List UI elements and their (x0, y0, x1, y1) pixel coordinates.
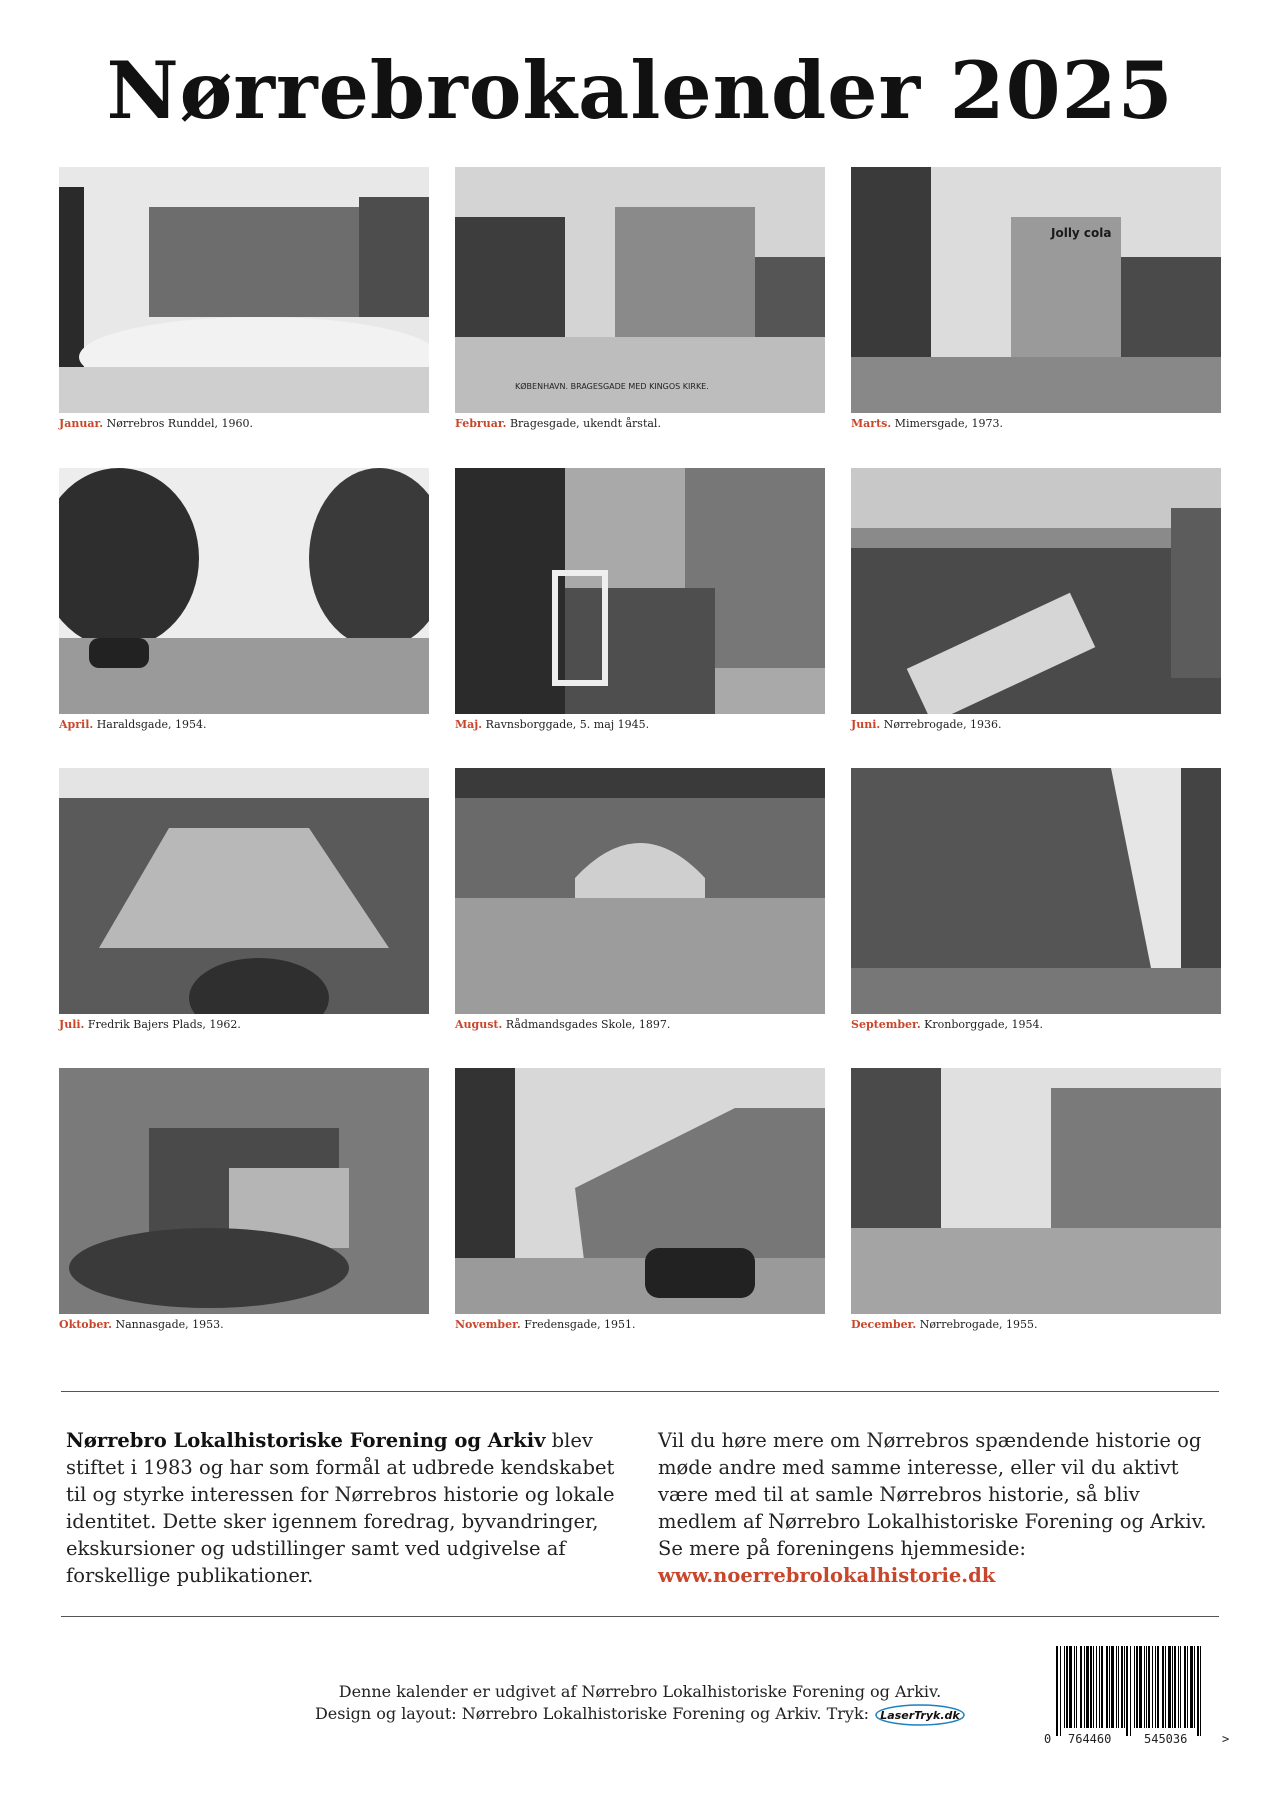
barcode-bar (1139, 1646, 1142, 1728)
printer-logo (875, 1704, 965, 1726)
page-title: Nørrebrokalender 2025 (106, 44, 1174, 137)
photo-february (455, 167, 825, 413)
caption-september (851, 1018, 1221, 1031)
barcode-bar (1121, 1646, 1123, 1728)
barcode-bar (1197, 1646, 1199, 1736)
barcode-bar (1074, 1646, 1075, 1728)
photo-november-image (455, 1068, 825, 1314)
photo-december (851, 1068, 1221, 1314)
caption-text: Rådmandsgades Skole, 1897. (505, 1018, 671, 1031)
month-cell-april (59, 468, 429, 731)
caption-text: Fredrik Bajers Plads, 1962. (87, 1018, 241, 1031)
caption-month: Juni. (851, 718, 881, 731)
caption-march (851, 417, 1221, 430)
barcode-bar (1157, 1646, 1159, 1728)
photo-august (455, 768, 825, 1014)
barcode-bar (1086, 1646, 1089, 1728)
month-cell-august (455, 768, 825, 1031)
barcode-bars (1056, 1646, 1218, 1728)
caption-month: Marts. (851, 417, 892, 430)
footer-line-1: Denne kalender er udgivet af Nørrebro Lokalhistoriske Forening og Arkiv. (338, 1682, 942, 1701)
barcode-bar (1090, 1646, 1092, 1728)
barcode-bar (1190, 1646, 1193, 1728)
barcode-bar (1106, 1646, 1108, 1728)
caption-text: Nørrebros Runddel, 1960. (106, 417, 253, 430)
website-link[interactable]: www.noerrebrolokalhistorie.dk (658, 1564, 996, 1587)
barcode-digit-first: 0 (1044, 1732, 1052, 1746)
photo-september-image (851, 768, 1221, 1014)
barcode-bar (1066, 1646, 1068, 1728)
barcode-bar (1111, 1646, 1114, 1728)
barcode-bar (1148, 1646, 1150, 1728)
photo-grid (59, 167, 1222, 1337)
caption-august (455, 1018, 825, 1031)
month-cell-march (851, 167, 1221, 430)
barcode-bar (1187, 1646, 1188, 1728)
photo-november (455, 1068, 825, 1314)
photo-february-image (455, 167, 825, 413)
caption-october (59, 1318, 429, 1331)
caption-text: Mimersgade, 1973. (894, 417, 1003, 430)
barcode-bar (1184, 1646, 1186, 1728)
barcode-bar (1126, 1646, 1128, 1736)
info-right-text: Vil du høre mere om Nørrebros spændende historie og møde andre med samme interesse, eller vil du aktivt være med til at samle Nørrebros historie, så bliv medlem af Nørrebro Lokalhistoriske Forening og Arkiv. Se mere på foreningens hjemmeside: (658, 1429, 1207, 1560)
org-name: Nørrebro Lokalhistoriske Forening og Arkiv (66, 1429, 546, 1452)
month-cell-february (455, 167, 825, 430)
barcode-bar (1064, 1646, 1065, 1728)
photo-may (455, 468, 825, 714)
barcode-bar (1136, 1646, 1138, 1728)
barcode-bar (1076, 1646, 1077, 1728)
month-cell-june (851, 468, 1221, 731)
barcode-bar (1084, 1646, 1085, 1728)
barcode-bar (1165, 1646, 1166, 1728)
caption-text: Kronborggade, 1954. (924, 1018, 1043, 1031)
caption-april (59, 718, 429, 731)
photo-march-image (851, 167, 1221, 413)
caption-december (851, 1318, 1221, 1331)
month-cell-november (455, 1068, 825, 1331)
caption-text: Bragesgade, ukendt årstal. (509, 417, 661, 430)
month-cell-july (59, 768, 429, 1031)
info-right (658, 1427, 1218, 1589)
barcode-bar (1180, 1646, 1181, 1728)
barcode-bar (1056, 1646, 1058, 1736)
footer-line-2-text: Design og layout: Nørrebro Lokalhistoriske Forening og Arkiv. Tryk: (314, 1704, 870, 1723)
barcode-bar (1134, 1646, 1135, 1728)
barcode-bar (1130, 1646, 1131, 1736)
caption-january (59, 417, 429, 430)
caption-june (851, 718, 1221, 731)
caption-month: November. (455, 1318, 521, 1331)
caption-month: December. (851, 1318, 917, 1331)
barcode-bar (1194, 1646, 1195, 1728)
barcode-bar (1096, 1646, 1097, 1728)
caption-month: August. (455, 1018, 503, 1031)
caption-november (455, 1318, 825, 1331)
photo-april (59, 468, 429, 714)
caption-month: Juli. (59, 1018, 85, 1031)
barcode-digits-right: 545036 (1144, 1732, 1188, 1746)
barcode-bar (1118, 1646, 1119, 1728)
caption-month: Oktober. (59, 1318, 112, 1331)
barcode-bar (1116, 1646, 1117, 1728)
caption-text: Nannasgade, 1953. (115, 1318, 224, 1331)
barcode-bar (1178, 1646, 1179, 1728)
photo-march (851, 167, 1221, 413)
photo-october (59, 1068, 429, 1314)
barcode (1042, 1646, 1232, 1750)
barcode-bar (1124, 1646, 1125, 1728)
barcode-arrow: > (1222, 1732, 1230, 1746)
printer-logo-text: LaserTryk.dk (880, 1708, 960, 1722)
month-cell-january (59, 167, 429, 430)
barcode-bar (1101, 1646, 1103, 1728)
month-cell-december (851, 1068, 1221, 1331)
month-cell-may (455, 468, 825, 731)
barcode-bar (1080, 1646, 1082, 1728)
caption-text: Fredensgade, 1951. (524, 1318, 636, 1331)
barcode-bar (1069, 1646, 1072, 1728)
caption-text: Nørrebrogade, 1955. (919, 1318, 1038, 1331)
barcode-bar (1168, 1646, 1171, 1728)
barcode-bar (1174, 1646, 1176, 1728)
barcode-bar (1152, 1646, 1153, 1728)
divider-top (61, 1391, 1219, 1392)
barcode-bar (1093, 1646, 1094, 1728)
barcode-bar (1060, 1646, 1061, 1736)
barcode-bar (1155, 1646, 1156, 1728)
photo-january (59, 167, 429, 413)
barcode-bar (1172, 1646, 1173, 1728)
caption-text: Nørrebrogade, 1936. (883, 718, 1002, 731)
barcode-bar (1099, 1646, 1100, 1728)
caption-month: Februar. (455, 417, 507, 430)
photo-october-image (59, 1068, 429, 1314)
photo-april-image (59, 468, 429, 714)
photo-march-sign: Jolly cola (1051, 226, 1112, 240)
barcode-bar (1144, 1646, 1145, 1728)
caption-month: April. (59, 718, 94, 731)
caption-february (455, 417, 825, 430)
photo-september (851, 768, 1221, 1014)
month-cell-september (851, 768, 1221, 1031)
caption-may (455, 718, 825, 731)
barcode-digits-left: 764460 (1068, 1732, 1112, 1746)
caption-text: Ravnsborggade, 5. maj 1945. (485, 718, 650, 731)
photo-december-image (851, 1068, 1221, 1314)
caption-month: Maj. (455, 718, 483, 731)
caption-month: September. (851, 1018, 921, 1031)
barcode-bar (1162, 1646, 1164, 1728)
info-left-text: blev stiftet i 1983 og har som formål at udbrede kendskabet til og styrke interessen for Nørrebros historie og lokale identitet. Dette sker igennem foredrag, byvandringer, ekskursioner og udstillinger samt ved udgivelse af forskellige publikationer. (66, 1429, 615, 1587)
caption-july (59, 1018, 429, 1031)
photo-january-image (59, 167, 429, 413)
info-left (66, 1427, 626, 1589)
barcode-bar (1109, 1646, 1110, 1728)
divider-bottom (61, 1616, 1219, 1617)
photo-july (59, 768, 429, 1014)
photo-june-image (851, 468, 1221, 714)
photo-august-image (455, 768, 825, 1014)
barcode-bar (1200, 1646, 1201, 1736)
barcode-bar (1146, 1646, 1147, 1728)
caption-month: Januar. (59, 417, 104, 430)
photo-february-label: KØBENHAVN. BRAGESGADE MED KINGOS KIRKE. (515, 382, 709, 391)
caption-text: Haraldsgade, 1954. (96, 718, 207, 731)
photo-june (851, 468, 1221, 714)
photo-may-image (455, 468, 825, 714)
month-cell-october (59, 1068, 429, 1331)
photo-july-image (59, 768, 429, 1014)
